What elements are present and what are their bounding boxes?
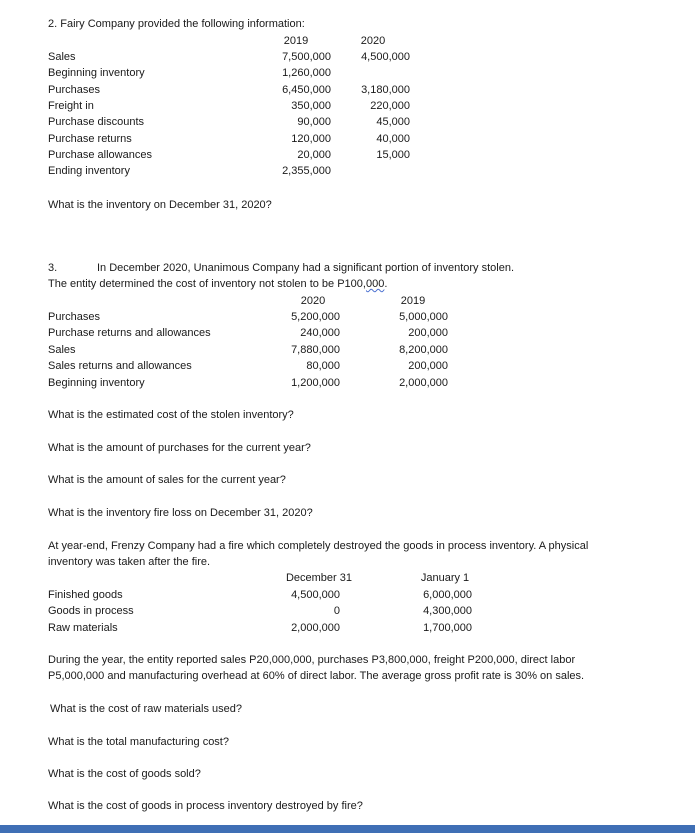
row-value: 4,500,000 bbox=[361, 51, 410, 63]
row-value: 6,450,000 bbox=[282, 83, 331, 96]
row-value: 2,355,000 bbox=[282, 165, 331, 178]
q3-line2-text: The entity determined the cost of inventory not stolen to be P100, bbox=[48, 278, 366, 290]
row-value: 40,000 bbox=[376, 132, 410, 145]
row-value: 2,000,000 bbox=[399, 376, 448, 389]
spellcheck-underlined-text: 000 bbox=[365, 278, 385, 290]
q4-line2: inventory was taken after the fire. bbox=[48, 556, 211, 568]
row-value: 7,500,000 bbox=[282, 51, 331, 63]
q4-para2: P5,000,000 and manufacturing overhead at 60% of direct labor. The average gross profit rate is 30% on sales. bbox=[48, 670, 585, 682]
column-header: January 1 bbox=[420, 572, 470, 584]
question-text: What is the inventory fire loss on December 31, 2020? bbox=[48, 507, 313, 519]
row-label: Sales bbox=[48, 51, 76, 63]
bottom-bar bbox=[0, 825, 695, 833]
row-label: Purchases bbox=[48, 311, 100, 323]
q3-line2-end: . bbox=[384, 278, 388, 290]
row-label: Purchases bbox=[48, 83, 100, 96]
row-value: 350,000 bbox=[291, 99, 331, 112]
row-label: Purchase discounts bbox=[48, 116, 144, 129]
row-label: Sales returns and allowances bbox=[48, 360, 192, 373]
row-value: 80,000 bbox=[306, 360, 340, 373]
row-label: Purchase returns and allowances bbox=[48, 327, 211, 340]
row-value: 4,500,000 bbox=[291, 589, 340, 601]
column-header: 2019 bbox=[400, 295, 426, 307]
row-value: 1,200,000 bbox=[291, 376, 340, 389]
row-label: Sales bbox=[48, 343, 76, 356]
question-text: What is the amount of purchases for the current year? bbox=[48, 442, 311, 454]
row-value: 3,180,000 bbox=[361, 83, 410, 96]
question-text: What is the total manufacturing cost? bbox=[48, 736, 229, 748]
question-text: What is the cost of goods sold? bbox=[48, 768, 201, 780]
row-label: Beginning inventory bbox=[48, 376, 145, 389]
row-value: 8,200,000 bbox=[399, 343, 448, 356]
q4-para1: During the year, the entity reported sales P20,000,000, purchases P3,800,000, freight P200,000, direct labor bbox=[48, 654, 576, 666]
row-value: 20,000 bbox=[297, 148, 331, 161]
row-value: 120,000 bbox=[291, 132, 331, 145]
column-header: 2019 bbox=[283, 35, 309, 47]
row-value: 1,260,000 bbox=[282, 67, 331, 80]
row-label: Raw materials bbox=[48, 621, 118, 634]
row-value: 5,000,000 bbox=[399, 311, 448, 323]
row-label: Beginning inventory bbox=[48, 67, 145, 80]
row-label: Purchase allowances bbox=[48, 148, 152, 161]
row-value: 4,300,000 bbox=[423, 605, 472, 618]
question-text: What is the cost of goods in process inventory destroyed by fire? bbox=[48, 800, 363, 812]
row-value: 5,200,000 bbox=[291, 311, 340, 323]
row-value: 90,000 bbox=[297, 116, 331, 129]
row-value: 1,700,000 bbox=[423, 621, 472, 634]
column-header: 2020 bbox=[300, 295, 326, 307]
row-value: 240,000 bbox=[300, 327, 340, 340]
row-label: Ending inventory bbox=[48, 165, 130, 178]
question-text: What is the inventory on December 31, 2020? bbox=[48, 199, 272, 211]
row-label: Goods in process bbox=[48, 605, 134, 618]
row-label: Freight in bbox=[48, 99, 94, 112]
q3-line1: In December 2020, Unanimous Company had a significant portion of inventory stolen. bbox=[97, 262, 515, 274]
row-label: Finished goods bbox=[48, 589, 123, 601]
row-value: 200,000 bbox=[408, 327, 448, 340]
row-label: Purchase returns bbox=[48, 132, 132, 145]
row-value: 220,000 bbox=[370, 99, 410, 112]
row-value: 0 bbox=[333, 605, 340, 618]
row-value: 2,000,000 bbox=[291, 621, 340, 634]
question-text: What is the estimated cost of the stolen inventory? bbox=[48, 409, 294, 421]
q4-line1: At year-end, Frenzy Company had a fire which completely destroyed the goods in process inventory. A physical bbox=[48, 540, 589, 552]
row-value: 7,880,000 bbox=[291, 343, 340, 356]
column-header: 2020 bbox=[360, 35, 386, 47]
q3-number: 3. bbox=[48, 262, 58, 274]
question-text: What is the amount of sales for the current year? bbox=[48, 474, 286, 486]
row-value: 45,000 bbox=[376, 116, 410, 129]
q3-line2 bbox=[48, 277, 387, 291]
row-value: 6,000,000 bbox=[423, 589, 472, 601]
row-value: 200,000 bbox=[408, 360, 448, 373]
column-header: December 31 bbox=[285, 572, 353, 584]
q2-title: 2. Fairy Company provided the following information: bbox=[48, 18, 305, 30]
question-text: What is the cost of raw materials used? bbox=[50, 703, 242, 715]
row-value: 15,000 bbox=[376, 148, 410, 161]
